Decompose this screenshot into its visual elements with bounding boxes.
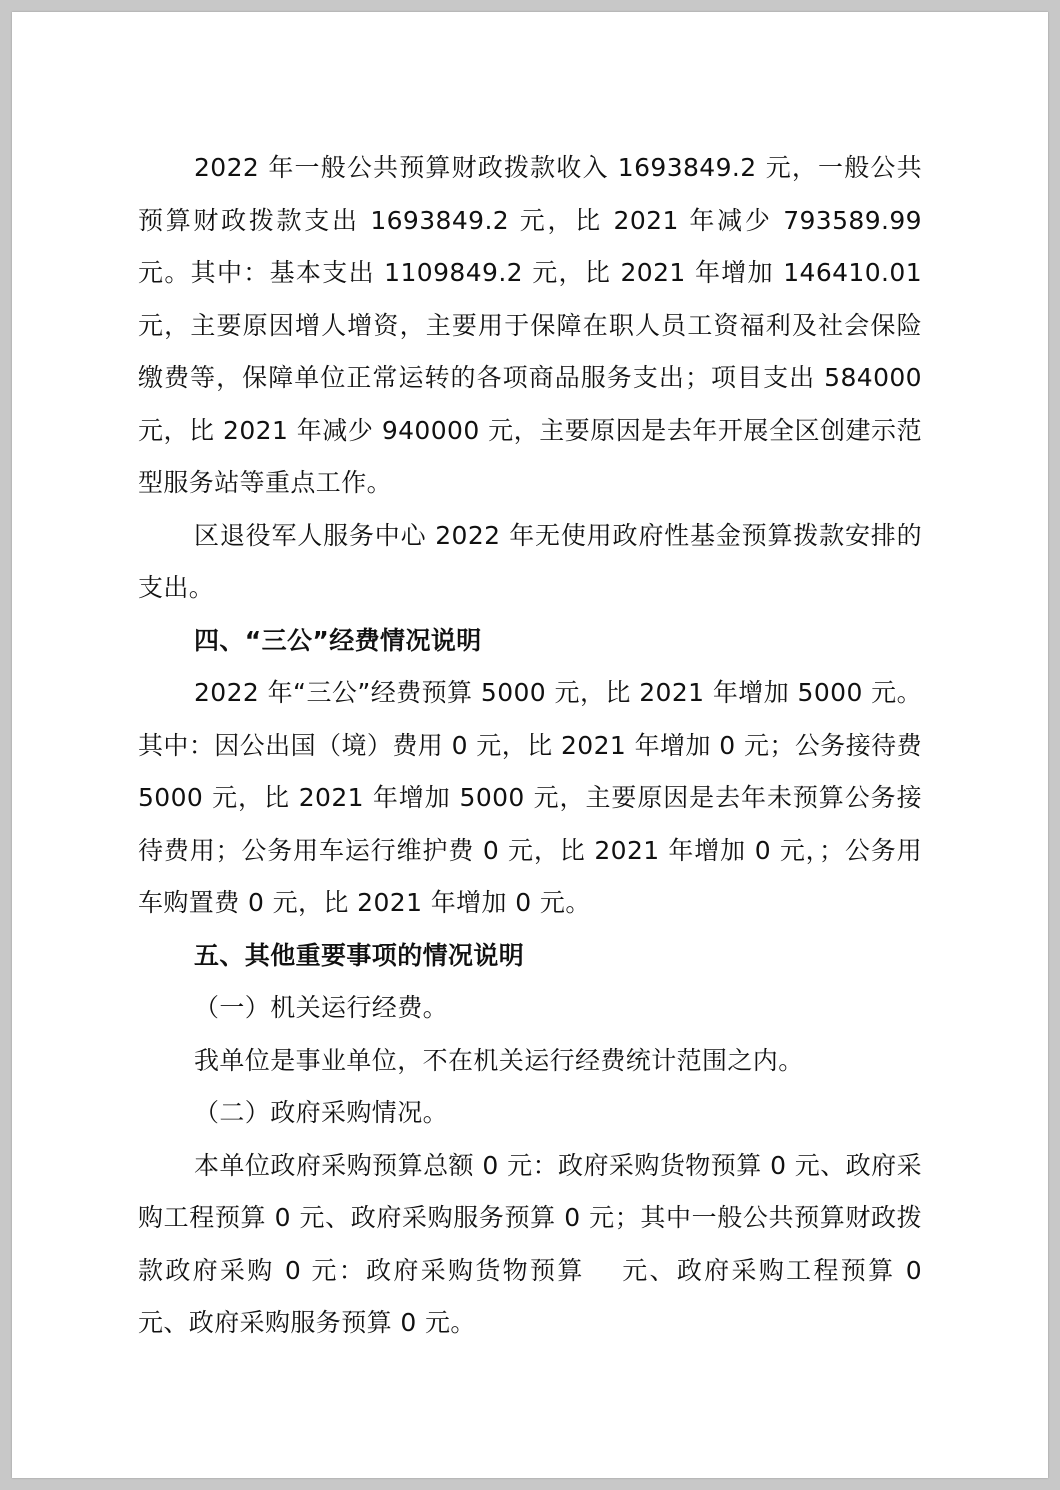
- paragraph-government-fund: 区退役军人服务中心 2022 年无使用政府性基金预算拨款安排的支出。: [138, 520, 922, 602]
- paragraph-three-public: 2022 年“三公”经费预算 5000 元，比 2021 年增加 5000 元。其中：因公出国（境）费用 0 元，比 2021 年增加 0 元；公务接待费 5000 元，比 2021 年增加 5000 元，主要原因是去年未预算公务接待费用；公务用车运行维护费 0 元，比 2021 年增加 0 元，；公务用车购置费 0 元，比 2021 年增加 0 元。: [138, 678, 922, 917]
- subheading-procurement: （二）政府采购情况。: [194, 1098, 449, 1127]
- subheading-operating-expenses: （一）机关运行经费。: [194, 993, 449, 1022]
- paragraph-procurement: 本单位政府采购预算总额 0 元：政府采购货物预算 0 元、政府采购工程预算 0 元、政府采购服务预算 0 元；其中一般公共预算财政拨款政府采购 0 元：政府采购货物预算 元、政府采购工程预算 0 元、政府采购服务预算 0 元。: [138, 1150, 922, 1337]
- heading-section-four: 四、“三公”经费情况说明: [194, 625, 482, 655]
- document-page: [12, 12, 1048, 1478]
- paragraph-operating-expenses: 我单位是事业单位，不在机关运行经费统计范围之内。: [194, 1045, 804, 1075]
- heading-section-five: 五、其他重要事项的情况说明: [194, 940, 525, 970]
- document-body: [138, 142, 922, 1350]
- paragraph-general-budget: 2022 年一般公共预算财政拨款收入 1693849.2 元，一般公共预算财政拨款支出 1693849.2 元，比 2021 年减少 793589.99 元。其中：基本支出 1109849.2 元，比 2021 年增加 146410.01 元，主要原因增人增资，主要用于保障在职人员工资福利及社会保险缴费等，保障单位正常运转的各项商品服务支出；项目支出 584000 元，比 2021 年减少 940000 元，主要原因是去年开展全区创建示范型服务站等重点工作。: [138, 153, 922, 497]
